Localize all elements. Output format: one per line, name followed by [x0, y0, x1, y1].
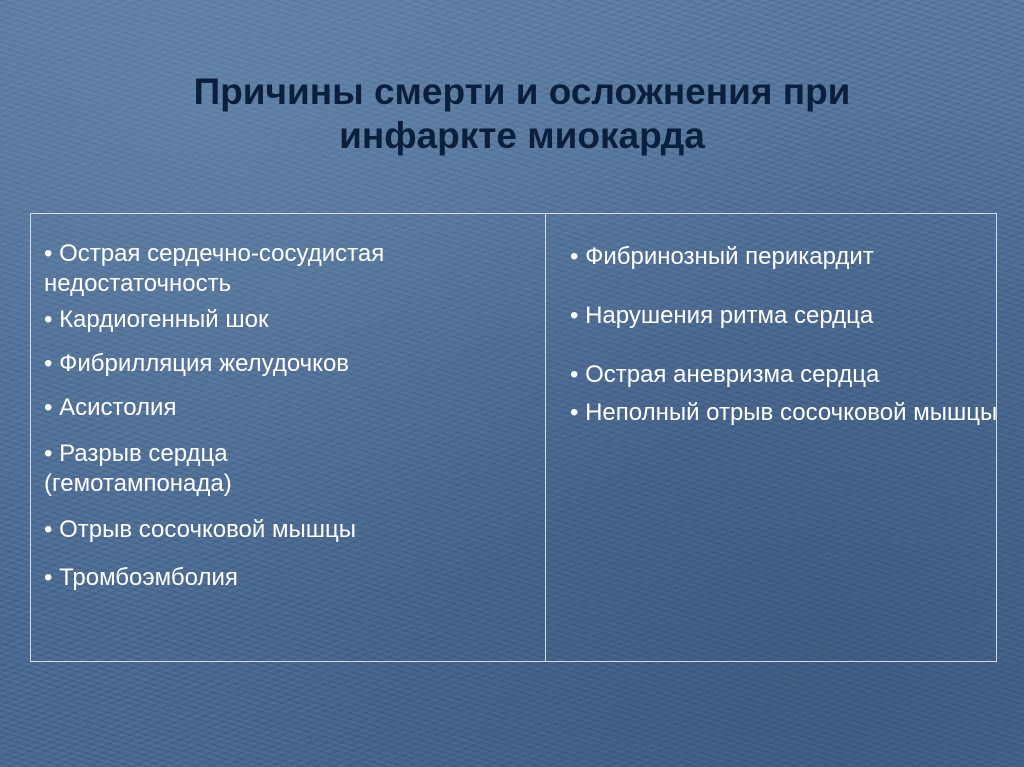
slide-title-line-1: Причины смерти и осложнения при: [193, 71, 851, 112]
list-item: • Асистолия: [44, 394, 177, 421]
complications-column: [570, 242, 1000, 428]
list-item: • Фибрилляция желудочков: [44, 350, 350, 377]
slide-title: [0, 70, 1024, 158]
list-item: • Тромбоэмболия: [44, 564, 238, 591]
list-item: • Фибринозный перикардит: [570, 243, 874, 270]
content-table: [30, 213, 997, 662]
column-divider: [545, 214, 546, 661]
list-item: • Неполный отрыв сосочковой мышцы: [570, 399, 998, 426]
list-item: • Острая аневризма сердца: [570, 361, 880, 388]
list-item: • Кардиогенный шок: [44, 306, 269, 333]
list-item: • Разрыв сердца (гемотампонада): [44, 440, 232, 497]
list-item: • Отрыв сосочковой мышцы: [44, 516, 356, 543]
list-item: • Нарушения ритма сердца: [570, 302, 874, 329]
list-item: • Острая сердечно-сосудистая недостаточность: [44, 240, 385, 297]
slide-title-line-2: инфаркте миокарда: [339, 115, 705, 156]
causes-column: [44, 239, 534, 593]
